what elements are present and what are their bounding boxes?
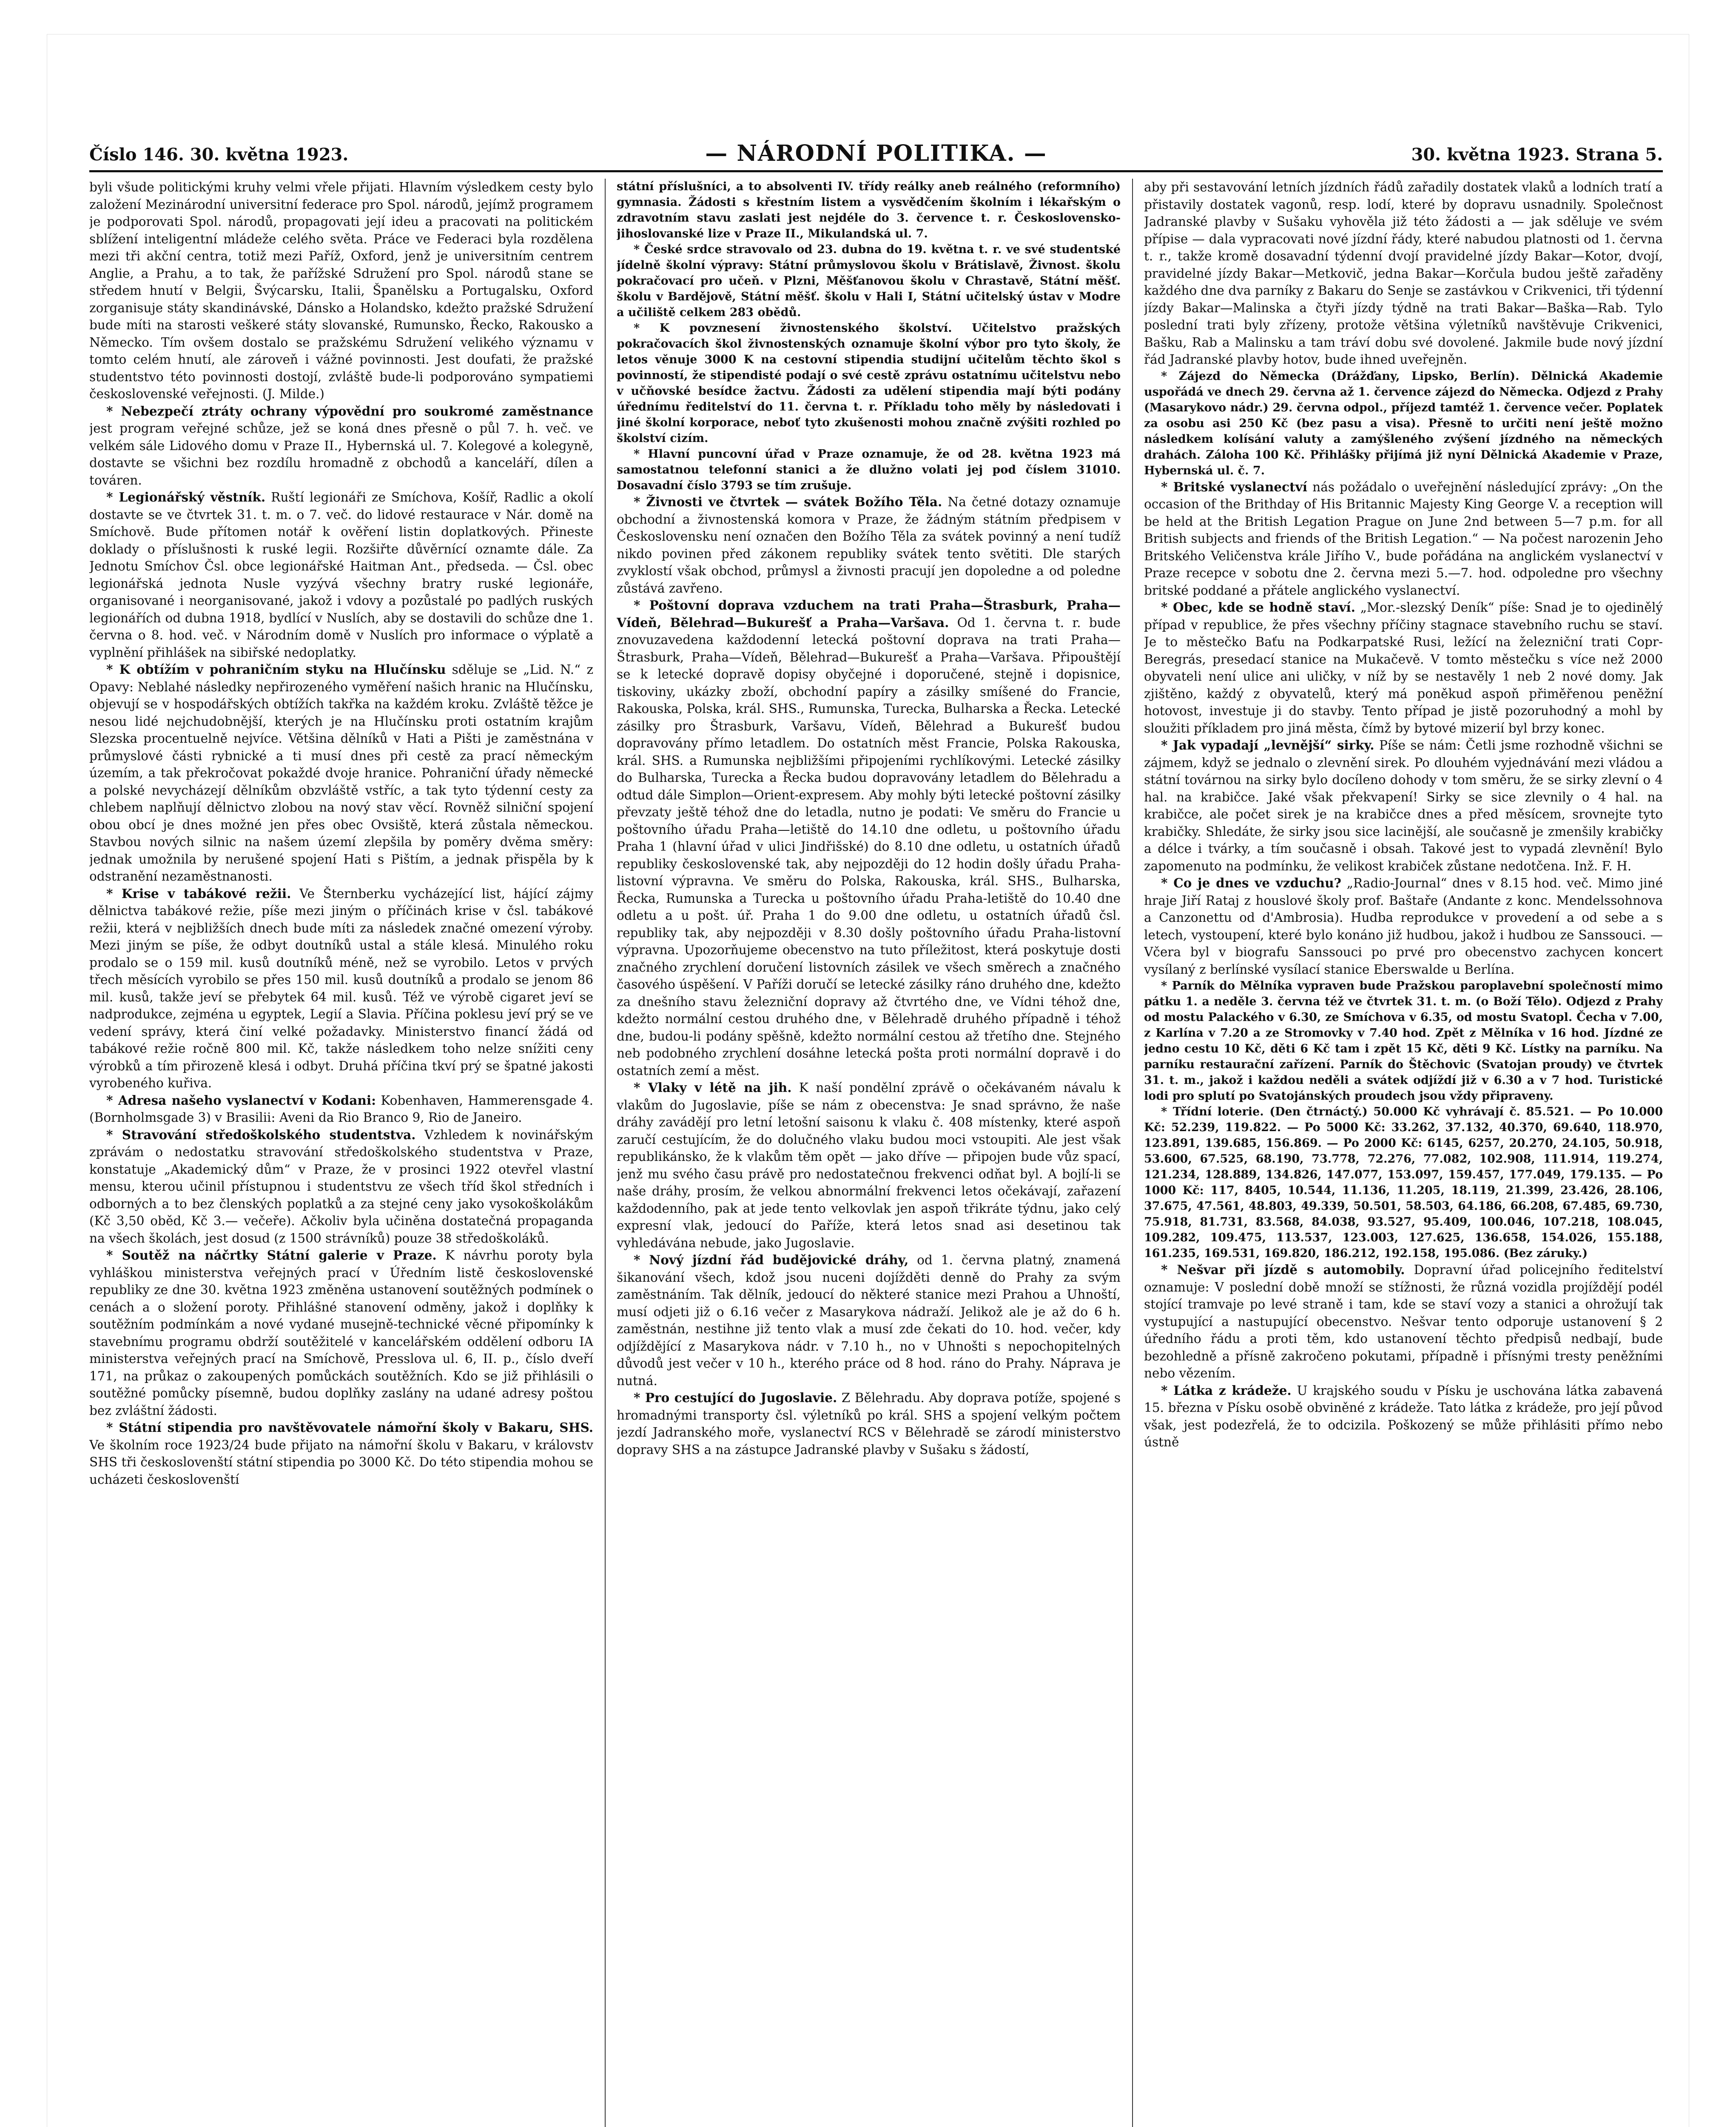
news-item-heading: * Látka z krádeže. (1161, 1383, 1292, 1398)
news-item (1144, 1382, 1663, 1451)
column-divider (605, 179, 606, 2127)
newspaper-title: — NÁRODNÍ POLITIKA. — (705, 140, 1047, 166)
news-item-text: jest program veřejné schůze, jež se koná dnes přesně o půl 7. h. več. ve velkém sále Lidového domu v Praze II., Hybernská ul. 7. Kolegové a kolegyně, dostavte se všichni bez rozdílu hromadně z obchodů a kanceláří, dílen a továren. (89, 421, 593, 488)
news-item-text: Ve školním roce 1923/24 bude přijato na námořní školu v Bakaru, v královstv SHS tři českoslovenští státní stipendia po 3000 Kč. Do této stipendia mohou se ucházeti českoslovenští (89, 1437, 593, 1487)
issue-date-left: Číslo 146. 30. května 1923. (89, 145, 349, 165)
news-item-heading: * Legionářský věstník. (106, 490, 266, 505)
news-item (1144, 1104, 1663, 1261)
news-item-heading: * Státní stipendia pro navštěvovatele námořní školy v Bakaru, SHS. (106, 1420, 593, 1435)
news-item-heading: * Krise v tabákové režii. (106, 886, 291, 901)
news-item (89, 1419, 593, 1488)
news-item-heading: * Vlaky v létě na jih. (634, 1080, 792, 1095)
news-item-heading: * Parník do Mělníka (1161, 979, 1292, 992)
column-3 (1144, 179, 1663, 2127)
news-item-heading: * K obtížím v pohraničním styku na Hlučínsku (106, 662, 446, 677)
masthead (89, 140, 1663, 174)
news-item-heading: * Nebezpečí ztráty ochrany výpovědní pro soukromé zaměstnance (106, 403, 593, 419)
news-item-text: Na četné dotazy oznamuje obchodní a živnostenská komora v Praze, že žádným státním předpisem v Československu není označen den Božího Těla za svátek povinný a není tudíž nikdo povinen před zákonem republiky svátek tento světiti. Dle starých zvyklostí však obchod, průmysl a živnosti pracují jen dopoledne a od poledne zůstává zavřeno. (617, 495, 1121, 596)
news-item (617, 1252, 1121, 1389)
news-item-heading: * K povznesení živnostenského školství. (634, 322, 952, 335)
news-item (617, 179, 1121, 242)
news-item-heading: * Pro cestující do Jugoslavie. (634, 1390, 837, 1405)
news-item-text: Učitelstvo pražských pokračovacích škol živnostenských oznamuje školní výbor pro tyto školy, že letos věnuje 3000 K na cestovní stipendia studijní učitelům těchto škol s povinností, že stipendisté podají o své cestě zprávu ostatnímu učitelstvu nebo v učňovské besídce žactvu. Žádosti za udělení stipendia mají býti podány úřednímu ředitelství do 11. června t. r. Příkladu toho měly by následovati i jiné školní korporace, neboť tyto zkušenosti mohou značně zvýšiti rozhled po školství cizím. (617, 322, 1121, 445)
news-item-text: od 23. dubna do 19. května t. r. ve své studentské jídelně školní výpravy: Státní průmyslovou školu v Brátislavě, Živnost. školu pokračovací pro učeň. v Plzni, Měšťanovou školu v Chrastavě, Státní měšť. školu v Bardějově, Státní měšť. školu v Hali I, Státní učitelský ústav v Modre a učiliště celkem 283 obědů. (617, 243, 1121, 319)
news-item (617, 493, 1121, 597)
column-divider (1132, 179, 1133, 2127)
news-item-text: (Den čtrnáctý.) 50.000 Kč vyhrávají č. 85.521. — Po 10.000 Kč: 52.239, 119.822. — Po 5000 Kč: 33.262, 37.132, 40.370, 69.640, 118.970, 123.891, 139.685, 156.869. — Po 2000 Kč: 6145, 6257, 20.270, 24.105, 50.918, 53.600, 67.525, 68.190, 73.778, 72.276, 77.082, 102.908, 111.914, 119.274, 121.234, 128.889, 134.826, 147.077, 153.097, 159.457, 177.049, 179.135. — Po 1000 Kč: 117, 8405, 10.544, 11.136, 11.205, 18.119, 21.399, 23.426, 28.106, 37.675, 47.561, 48.803, 49.339, 50.501, 58.503, 64.186, 66.208, 67.485, 69.730, 75.918, 81.731, 83.568, 84.038, 93.527, 95.409, 100.046, 107.218, 108.045, 109.282, 109.475, 113.537, 123.003, 127.625, 136.658, 154.026, 155.188, 161.235, 169.531, 169.820, 186.212, 192.158, 195.086. (Bez záruky.) (1144, 1105, 1663, 1260)
news-item-text: Ve Šternberku vycházející list, hájící zájmy dělnictva tabákové režie, píše mezi jiným o příčinách krise v čsl. tabákové režii, která v nejbližších dnech bude míti za následek značné omezení výroby. Mezi jiným se píše, že odbyt doutníků ustal a stále klesá. Minulého roku prodalo se o 159 mil. kusů doutníků méně, než se vyrobilo. Letos v prvých třech měsících vyrobilo se přes 150 mil. kusů doutníků a prodalo se jenom 86 mil. kusů, takže jeví se přebytek 64 mil. kusů. Též ve výrobě cigaret jeví se nadprodukce, zejména u egyptek, Legií a Slavia. Příčina poklesu jeví prý se ve vedení správy, která činí velké požadavky. Ministerstvo financí žádá od tabákové režie ročně 800 mil. Kč, takže následkem toho nelze snížiti ceny výrobků a tím přirozeně klesá i odbyt. Druhá příčina tkví prý se špatné jakosti vyrobeného kuřiva. (89, 886, 593, 1090)
news-item-text: Od 1. června t. r. bude znovuzavedena každodenní letecká poštovní doprava na trati Praha—Štrasburk, Praha—Vídeň, Bělehrad—Bukurešť a Praha—Varšava. Připouštějí se k letecké dopravě dopisy obyčejné i doporučené, stejně i dopisnice, tiskoviny, ukázky zboží, obchodní papíry a zásilky smíšené do Francie, Rakouska, Polska, král. SHS., Rumunska, Turecka, Bulharska a Řecka. Letecké zásilky pro Štrasburk, Varšavu, Vídeň, Bělehrad a Bukurešť budou dopravovány přímo letadlem. Do ostatních měst Francie, Polska Rakouska, král. SHS. a Rumunska nejbližšími připojeními rychlíkovými. Letecké zásilky do Bulharska, Turecka a Řecka budou dopravovány letadlem do Bělehradu a odtud dále Simplon—Orient-expresem. Aby mohly býti letecké poštovní zásilky převzaty ještě téhož dne do letadla, nutno je podati: Ve směru do Francie u poštovního úřadu Praha—letiště do 14.10 dne odletu, u poštovního úřadu Praha 1 (hlavní úřad v ulici Jindřišské) do 8.10 dne odletu, u ostatních úřadů republiky československé tak, aby nejpozději do 12 hodin došly úřadu Praha-listovní výpravna. Ve směru do Polska, Rakouska, král. SHS., Bulharska, Řecka, Rumunska a Turecka u poštovního úřadu Praha-letiště do 10.40 dne odletu a u pošt. úř. Praha 1 do 9.00 dne odletu, u ostatních úřadů čsl. republiky tak, aby nejpozději v 8.30 došly poštovního úřadu Praha-listovní výpravna. Upozorňujeme obecenstvo na tuto příležitost, která poskytuje dosti značného zrychlení doručení listovních zásilek ve všech směrech a značného časového úspěšení. V Paříži doručí se letecké zásilky ráno druhého dne, kdežto za dnešního stavu železniční dopravy až čtvrtého dne, ve Vídni téhož dne, kdežto normální cestou druhého dne, v Bělehradě druhého případně i téhož dne, budou-li podány spěšně, kdežto normální cestou až třetího dne. Stejného neb podobného zrychlení dosáhne letecká pošta proti normální dopravě i do ostatních zemí a měst. (617, 615, 1121, 1078)
news-item-heading: * Třídní loterie. (1161, 1105, 1264, 1118)
news-item-text: státní příslušníci, a to absolventi IV. třídy reálky aneb reálného (reformního) gymnasia. Žádosti s křestním listem a vysvědčením školním i lékařským o zdravotním stavu zaslati jest nejdéle do 3. července t. r. Československo-jihoslovanské lize v Praze II., Mikulandská ul. 7. (617, 180, 1121, 240)
news-item-text: „Radio-Journal“ dnes v 8.15 hod. več. Mimo jiné hraje Jiří Rataj z houslové školy prof. Baštaře (Andante z konc. Mendelssohnova a Canzonettu od d'Ambrosia). Hudba reprodukce v provedení a od sebe a s letech, vystoupení, které bylo konáno již hudbou, jakož i hudbou ze Sanssouci. — Včera byl v biografu Sanssouci po prvé pro obecenstvo zachycen koncert vysílaný z berlínské vysílací stanice Eberswalde u Berlína. (1144, 876, 1663, 977)
news-item-text: Píše se nám: Četli jsme rozhodně všichni se zájmem, když se jednalo o zlevnění sirek. Po dlouhém vyjednávání mezi vládou a státní továrnou na sirky bylo docíleno dohody v tom směru, že se sirky zlevní o 4 hal. na krabičce. Jaké však překvapení! Sirky se sice zlevnily o 4 hal. na krabičce, ale počet sirek je na krabičce dnes a před měsícem, srovnejte tyto krabičky. Shledáte, že sirky jsou sice lacinější, ale současně je zmenšily krabičky a délce i tvárky, a tím současně i obsah. Takové jest to vypadá zlevnění! Bylo zapomenuto na podmínku, že velikost krabiček zůstane nedotčena. Inž. F. H. (1144, 738, 1663, 873)
news-item-heading: * Jak vypadají „levnější“ sirky. (1161, 738, 1375, 753)
news-item-text: oznamuje, že od 28. května 1923 má samostatnou telefonní stanici a že dlužno volati jej pod číslem 31010. Dosavadní číslo 3793 se tím zrušuje. (617, 448, 1121, 492)
news-item-heading: * České srdce stravovalo (634, 243, 792, 256)
news-item (89, 489, 593, 661)
news-item (617, 320, 1121, 446)
news-item-text: U krajského soudu v Písku je uschována látka zabavená 15. března v Písku osobě obviněné z krádeže. Tato látka z krádeže, pro její původ však, jest podezřelá, že to odcizila. Poškozený se může přihlásiti přímo nebo ústně (1144, 1383, 1663, 1449)
news-item-heading: * Zájezd do Německa (1161, 369, 1320, 383)
news-item-heading: * Adresa našeho vyslanectví v Kodani: (106, 1092, 376, 1108)
news-item-text: Z Bělehradu. Aby doprava potíže, spojené s hromadnými transporty čsl. výletníků po král. SHS a spojení velkým počtem jezdí Jadranského moře, vyslanectví RCS v Bělehradě se zárodí ministerstvo dopravy SHS a na zástupce Jadranské plavby v Sušaku s žádostí, (617, 1391, 1121, 1457)
news-item-text: nás požádalo o uveřejnění následující zprávy: „On the occasion of the Brithday of His Britannic Majesty King George V. a reception will be held at the British Legation Prague on June 2nd between 5—7 p.m. for all British subjects and friends of the British Legation.“ — Na počest narozenin Jeho Britského Veličenstva krále Jiřího V., bude pořádána na anglickém vyslanectví v Praze recepce v sobotu dne 2. června mezi 5.—7. hod. odpoledne pro všechny britské poddané a přátele anglického vyslanectví. (1144, 479, 1663, 598)
news-item (1144, 368, 1663, 479)
news-item (89, 179, 593, 403)
news-item (1144, 179, 1663, 368)
news-item (89, 661, 593, 885)
news-item-heading: * Nešvar při jízdě s automobily. (1161, 1262, 1405, 1277)
news-item-text: K naší pondělní zprávě o očekávaném návalu k vlakům do Jugoslavie, píše se nám z obecenstva: Je snad správno, že naše dráhy zavádějí pro letní letošní saisonu k vlaku č. 408 místenky, které aspoň zaručí cestujícím, že do dolučného vlaku budou moci vstoupiti. Ale jest však republikánsko, že k vlakům těm opět — jako dříve — připojen bude vůz spací, jenž mu svého času právě pro nedostatečnou frekvenci odňat byl. A bojlí-li se naše dráhy, prosím, že velkou abnormální frekvenci letos očekávají, zařazení každodenního, pak at jede tento velkovlak jen aspoň třikráte týdnu, jako celý expresní vlak, jedoucí do Paříže, která letos snad asi desetinou tak vyhledávána nebude, jako Jugoslavie. (617, 1081, 1121, 1250)
news-item-text: „Mor.-slezský Deník“ píše: Snad je to ojedinělý případ v republice, že přes všechny příčiny stagnace stavebního ruchu se staví. Je to městečko Baťu na Podkarpatské Rusi, ležící na železniční trati Copr-Beregrás, presedací stanice na Mukačevě. V tomto městečku s více než 2000 obyvateli není ulice ani uličky, v níž by se nestavěly 1 neb 2 nové domy. Jak zjištěno, každý z obyvatelů, který má poněkud aspoň přiměřenou peněžní hotovost, investuje ji do stavby. Tento případ je jistě pozoruhodný a mohl by sloužiti příkladem pro jiná města, čímž by bytové mizerií byl brzy konec. (1144, 600, 1663, 736)
news-item (1144, 1261, 1663, 1382)
news-item-heading: * Britské vyslanectví (1161, 479, 1307, 494)
header-rule (89, 170, 1663, 172)
news-item-text: byli všude politickými kruhy velmi vřele přijati. Hlavním výsledkem cesty bylo založení Mezinárodní universitní federace pro Spol. národů, jejímž programem je podporovati Spol. národů, propagovati její ideu a pracovati na politickém sblížení inteligentní mládeže celého světa. Práce ve Federaci byla rozdělena mezi tři akční centra, totiž mezi Paříž, Oxford, jenž je universitním centrem Anglie, a Prahu, a to tak, že pařížské Sdružení pro Spol. národů stane se středem hnutí v Belgii, Švýcarsku, Italii, Španělsku a Portugalsku, Oxford zorganisuje státy skandinávské, Dánsko a Holandsko, kdežto pražské Sdružení bude míti na starosti veškeré státy slovanské, Rumunsko, Řecko, Rakousko a Německo. Tím ovšem dostalo se pražskému Sdružení velikého významu v tomto celém hnutí, ale zároveň i vážné povinnosti. Jest doufati, že pražské studentstvo této povinnosti dostojí, zvláště bude-li podporováno sympatiemi československé veřejnosti. (J. Milde.) (89, 180, 593, 401)
news-item (617, 242, 1121, 320)
news-item (1144, 479, 1663, 599)
column-1 (89, 179, 593, 2127)
news-item (89, 885, 593, 1092)
news-item-heading: * Nový jízdní řád budějovické dráhy, (634, 1252, 909, 1267)
news-item-text: vypraven bude Pražskou paroplavební společností mimo pátku 1. a neděle 3. června též ve čtvrtek 31. t. m. (o Boží Tělo). Odjezd z Prahy od mostu Palackého v 6.30, ze Smíchova v 6.35, od mostu Svatopl. Čecha v 7.00, z Karlína v 7.20 a ze Stromovky v 7.40 hod. Zpět z Mělníka v 16 hod. Jízdné ze jedno cestu 10 Kč, děti 6 Kč tam i zpět 15 Kč, děti 9 Kč. Lístky na parníku. Na parníku restaurační zařízení. Parník do Štěchovic (Svatojan proudy) ve čtvrtek 31. t. m., jakož i každou neděli a svátek odjíždí již v 6.30 a v 7 hod. Turistické lodi pro splutí po Svatojánských proudech jsou vždy připraveny. (1144, 979, 1663, 1103)
news-item (89, 1247, 593, 1419)
news-item (89, 1092, 593, 1126)
news-item-heading: * Soutěž na náčrtky Státní galerie v Praze. (106, 1248, 437, 1263)
news-item (1144, 875, 1663, 978)
news-item (89, 403, 593, 489)
news-item-heading: * Obec, kde se hodně staví. (1161, 600, 1355, 615)
news-item (617, 1079, 1121, 1252)
article-columns (89, 179, 1663, 2127)
page-date-right: 30. května 1923. Strana 5. (1411, 145, 1663, 165)
news-item (1144, 599, 1663, 737)
news-item-text: Vzhledem k novinářským zprávám o nedostatku stravování středoškolského studentstva v Praze, konstatuje „Akademický dům“ v Praze, že v prosinci 1922 otevřel vlastní mensu, kterou učinil přístupnou i studentstvu ze všech tříd škol středních i odborných a to bez členských poplatků a za stejné ceny jako vysokoškolákům (Kč 3,50 oběd, Kč 3.— večeře). Ačkoliv byla učiněna dostatečná propaganda na všech školách, jest dosud (z 1500 strávníků) pouze 38 středoškoláků. (89, 1127, 593, 1246)
news-item (617, 1389, 1121, 1458)
news-item-text: sděluje se „Lid. N.“ z Opavy: Neblahé následky nepřirozeného vyměření našich hranic na Hlučínsku, objevují se v hospodářských obtížích takřka na každém kroku. Zvláště těžce je nesou lidé nejchudobnější, kterých je na Hlučínsku proti ostatním krajům Slezska procentuelně nejvíce. Většina dělníků v Hati a Pišti je zaměstnána v průmyslové části rybnické a ti musí dnes při cestě za prací německým územím, a tak překročovat pokaždé dvoje hranice. Pohraniční úřady německé a polské nevycházejí dělníkům obzvláště vstříc, a tak tyto týdenní cesty za chlebem naplňují dělnictvo zlobou na nový stav věcí. Rovněž silniční spojení obou obcí je dnes možné jen přes obec Ovsiště, která zůstala německou. Stavbou nových silnic na našem území zlepšila by poměry dvěma směry: jednak umožnila by nerušené spojení Hati s Pištím, a jednak přispěla by k odstranění nezaměstnanosti. (89, 662, 593, 884)
news-item-text: od 1. června platný, znamená šikanování všech, kdož jsou nuceni dojížděti denně do Prahy za svým zaměstnáním. Tak dělník, jedoucí do některé stanice mezi Prahou a Uhnoští, musí odjeti již o 6.16 večer z Masarykova nádraží. Jelikož ale je až do 6 h. zaměstnán, nestihne již tento vlak a musí zde čekati do 10. hod. večer, kdy odjíždějící z Masarykova nádr. v 7.10 h., no v Uhnošti s nepochopitelných důvodů jest večer v 10 h., kterého práce od 8 hod. ráno do Prahy. Náprava je nutná. (617, 1253, 1121, 1388)
news-item (1144, 978, 1663, 1104)
column-2 (617, 179, 1121, 2127)
news-item-heading: * Poštovní doprava vzduchem na trati Praha—Štrasburk, Praha—Vídeň, Bělehrad—Bukurešť a Praha—Varšava. (617, 598, 1121, 630)
news-item-heading: * Stravování středoškolského studentstva. (106, 1127, 416, 1142)
news-item (617, 446, 1121, 493)
news-item-text: Kobenhaven, Hammerensgade 4. (Bornholmsgade 3) v Brasilii: Aveni da Rio Branco 9, Rio de Janeiro. (89, 1093, 593, 1125)
news-item-text: Ruští legionáři ze Smíchova, Košíř, Radlic a okolí dostavte se ve čtvrtek 31. t. m. o 7. več. do lidové restaurace v Nár. domě na Smíchově. Bude přítomen notář k ověření listin doplatkových. Přineste doklady o příslušnosti k ruské legii. Rozšiřte důvěrnící oznamte dále. Za Jednotu Smíchov Čsl. obce legionářské Haitman Ant., předseda. — Čsl. obec legionářská jednota Nusle vyzývá všechny bratry ruské legionáře, organisované i neorganisované, jakož i vdovy a pozůstalé po padlých ruských legionářích od dubna 1918, bydlící v Nuslích, aby se dostavili do schůze dne 1. června o 8. hod. več. v Národním domě v Nuslích pro informace o výplatě a vyplnění přihlášek na sibiřské nedoplatky. (89, 490, 593, 660)
news-item (89, 1126, 593, 1247)
news-item-heading: * Živnosti ve čtvrtek — svátek Božího Těla. (634, 494, 942, 509)
news-item-heading: * Hlavní puncovní úřad v Praze (634, 448, 854, 461)
news-item-text: K návrhu poroty byla vyhláškou ministerstva veřejných prací v Úředním listě československé republiky ze dne 30. května 1923 změněna ustanovení soutěžných podmínek o cenách a o složení poroty. Přihlášné stanovení odměny, jakož i doplňky k soutěžním podmínkám a nové vydané musejně-technické věcné připomínky k stavebnímu programu obdrží soutěžitelé v kancelářském oddělení odboru IA ministerstva veřejných prací na Smíchově, Presslova ul. 6, II. p., číslo dveří 171, na průkaz o zakoupených pomůckách soutěžních. Kdo se již přihlásili o soutěžné pomůcky písemně, budou doplňky zaslány na udané adresy poštou bez zvláštní žádosti. (89, 1248, 593, 1418)
news-item-heading: * Co je dnes ve vzduchu? (1161, 875, 1341, 890)
news-item (1144, 737, 1663, 875)
news-item-text: (Drážďany, Lipsko, Berlín). Dělnická Akademie uspořádá ve dnech 29. června až 1. července zájezd do Německa. Odjezd z Prahy (Masarykovo nádr.) 29. června odpol., příjezd tamtéž 1. července večer. Poplatek za osobu asi 250 Kč (bez pasu a visa). Přesně to určiti není ještě možno následkem kolísání valuty a zamýšleného zvýšení jízdného na německých drahách. Záloha 100 Kč. Přihlášky přijímá již nyní Dělnická Akademie v Praze, Hybernská ul. č. 7. (1144, 369, 1663, 477)
news-item-text: Dopravní úřad policejního ředitelství oznamuje: V poslední době množí se stížnosti, že různá vozidla projíždějí podél stojící tramvaje po levé straně i tam, kde se staví vozy a stanici a ohrožují tak vystupující a nastupující obecenstvo. Nešvar tento odporuje ustanovení § 2 úředního řádu a proti těm, kdo ustanovení těchto předpisů nedbají, bude bezohledně a přísně zakročeno pokutami, případně i přísnými tresty peněžními nebo vězením. (1144, 1263, 1663, 1380)
news-item-text: aby při sestavování letních jízdních řádů zařadily dostatek vlaků a lodních tratí a přistavily dostatek vagonů, resp. lodí, které by dopravu usnadnily. Společnost Jadranské plavby v Sušaku vyhověla již této žádosti a — jak sděluje ve svém přípise — dala vypracovati nové jízdní řády, které nabudou platnosti od 1. června t. r., takže kromě dosavadní týdenní dvojí pravidelné jízdy Bakar—Kotor, dvojí, pravidelné jízdy Bakar—Metkovič, jedna Bakar—Korčula budou ještě zařaděny každého dne dva parníky z Bakaru do Senje se zastávkou v Crikvenici, tři týdenní jízdy Bakar—Malinska a čtyři jízdy týdně na trati Bakar—Baška—Rab. Tylo poslední trati byly zřízeny, protože většina výletníků navštěvuje Crikvenici, Bašku, Rab a Malinsku a tam tráví dobu své dovolené. Jakmile bude nový jízdní řád Jadranské plavby hotov, bude ihned uveřejněn. (1144, 180, 1663, 367)
news-item (617, 597, 1121, 1079)
